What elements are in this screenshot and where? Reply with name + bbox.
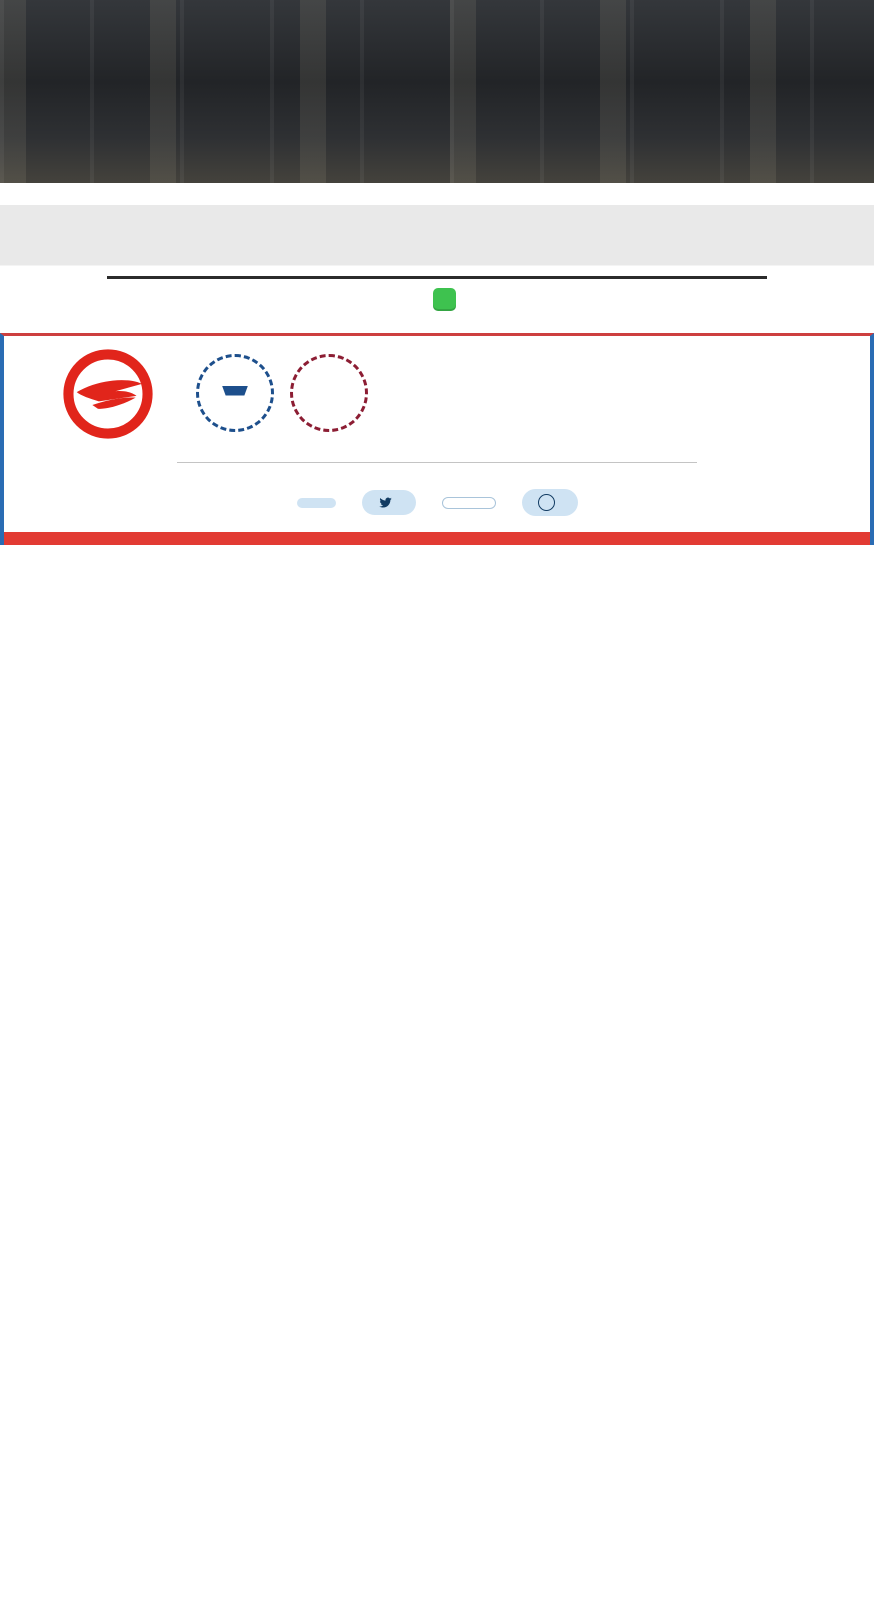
- five-star-line1: [384, 388, 624, 392]
- brand-of-the-year-badge: [196, 354, 274, 435]
- flag-icon: [222, 386, 248, 396]
- whatsapp-icon: [433, 288, 456, 311]
- head-office-block: [0, 269, 874, 311]
- footer: [0, 333, 874, 545]
- website-pill[interactable]: [442, 497, 496, 509]
- footer-address: [4, 442, 870, 462]
- header-subtitle: [0, 22, 862, 30]
- job-list-section: [0, 183, 874, 205]
- seagull-logo-icon: [62, 348, 154, 440]
- twitter-icon: [378, 495, 393, 510]
- bottom-red-bar: [4, 532, 870, 545]
- footer-approval: [4, 463, 870, 481]
- header-photo: [0, 0, 874, 183]
- twitter-pill[interactable]: [362, 490, 416, 515]
- facebook-pill[interactable]: [297, 498, 336, 508]
- brand-tagline: [170, 395, 174, 400]
- apply-headline: [0, 253, 874, 269]
- divider: [107, 276, 767, 279]
- linkedin-pill[interactable]: [522, 489, 578, 516]
- excellence-badge: [290, 354, 368, 434]
- branches-section: [0, 311, 874, 321]
- qualification-note: [0, 205, 874, 253]
- excellence-label: [290, 432, 368, 434]
- linkedin-icon: [538, 494, 555, 511]
- ceo-magazine-label: [196, 432, 274, 435]
